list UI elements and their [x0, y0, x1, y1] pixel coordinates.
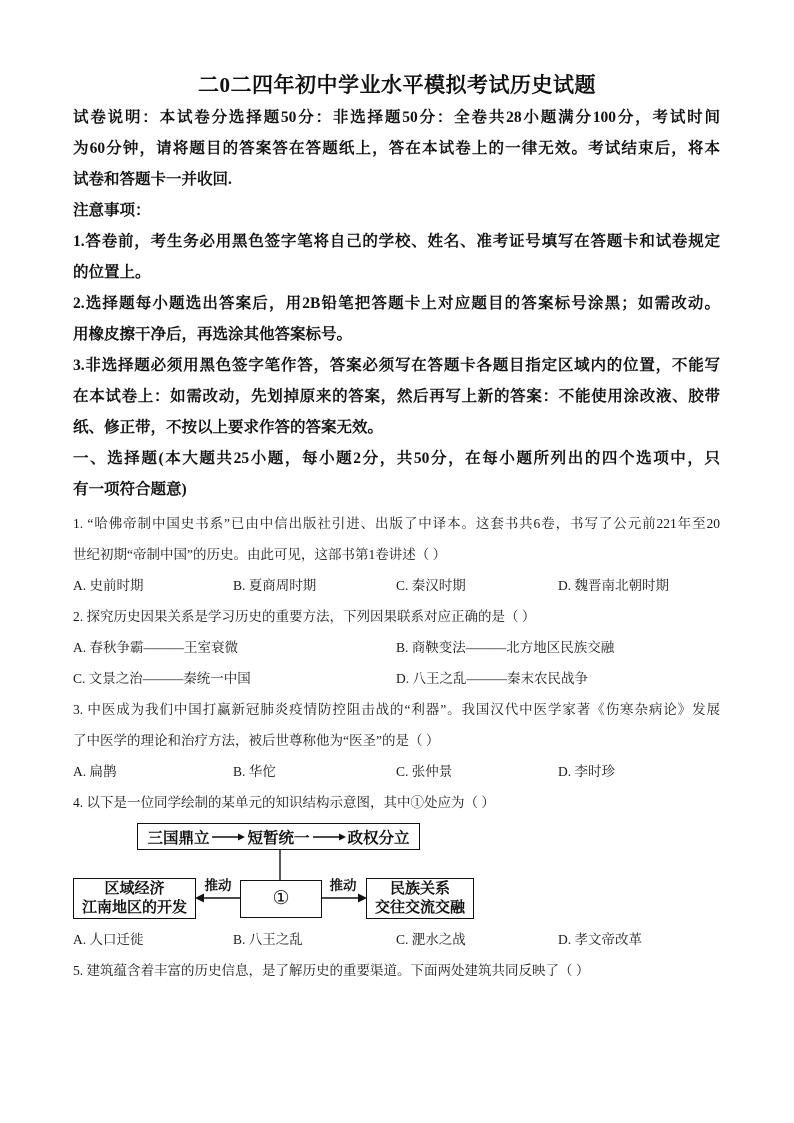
- section-heading-line: 一、选择题(本大题共25小题，每小题2分，共50分，在每小题所列出的四个选项中，只: [73, 450, 720, 467]
- option-a: A. 春秋争霸———王室衰微: [73, 640, 238, 655]
- notice-item-line: 纸、修正带，不按以上要求作答的答案无效。: [73, 419, 384, 436]
- notice-item-line: 在本试卷上：如需改动，先划掉原来的答案，然后再写上新的答案：不能使用涂改液、胶带: [73, 388, 720, 405]
- notice-item-line: 的位置上。: [73, 264, 151, 281]
- option-b: B. 八王之乱: [233, 932, 303, 947]
- top-chain-box: [137, 823, 420, 850]
- question-2-options: [73, 663, 720, 694]
- option-b: B. 夏商周时期: [233, 578, 317, 593]
- knowledge-structure-diagram: [73, 818, 720, 924]
- option-d: D. 孝文帝改革: [558, 932, 642, 947]
- question-4-options: [73, 924, 720, 955]
- option-b: B. 华佗: [233, 764, 276, 779]
- left-arrow-head: [195, 894, 204, 903]
- question-2-stem: 2. 探究历史因果关系是学习历史的重要方法，下列因果联系对应正确的是（ ）: [73, 609, 536, 624]
- option-c: C. 文景之治———秦统一中国: [73, 671, 251, 686]
- exam-title: 二0二四年初中学业水平模拟考试历史试题: [198, 73, 596, 97]
- question-3-stem: 了中医学的理论和治疗方法，被后世尊称他为“医圣”的是（ ）: [73, 733, 440, 748]
- chain-item: 三国鼎立: [147, 829, 210, 847]
- instruction-line: 试卷和答题卡一并收回.: [73, 171, 232, 188]
- box-line: 区域经济: [104, 881, 165, 897]
- section-heading-line: 有一项符合题意): [73, 481, 187, 498]
- notice-item-line: 2.选择题每小题选出答案后，用2B铅笔把答题卡上对应题目的答案标号涂黑；如需改动。: [73, 295, 720, 312]
- question-5-stem: 5. 建筑蕴含着丰富的历史信息，是了解历史的重要渠道。下面两处建筑共同反映了（ ）: [73, 963, 590, 978]
- question-list: [73, 508, 720, 986]
- question-1-stem: 1. “哈佛帝制中国史书系”已由中信出版社引进、出版了中译本。这套书共6卷，书写了公元前221年至20: [73, 516, 720, 531]
- question-4-stem: 4. 以下是一位同学绘制的某单元的知识结构示意图，其中①处应为（ ）: [73, 795, 495, 810]
- option-d: D. 李时珍: [558, 764, 615, 779]
- left-arrow-label: 推动: [204, 878, 232, 893]
- option-a: A. 人口迁徙: [73, 932, 144, 947]
- blank-center-box: ①: [240, 880, 322, 918]
- question-3-stem: 3. 中医成为我们中国打赢新冠肺炎疫情防控阻击战的“利器”。我国汉代中医学家著《伤寒杂病论》发展: [73, 702, 720, 717]
- regional-economy-box: [73, 878, 196, 919]
- option-c: C. 淝水之战: [396, 932, 466, 947]
- question-2-options: [73, 632, 720, 663]
- box-line: 交往交流交融: [374, 900, 465, 916]
- right-arrow-icon: [312, 832, 346, 842]
- instruction-line: 试卷说明：本试卷分选择题50分：非选择题50分：全卷共28小题满分100分，考试时间: [73, 109, 720, 126]
- option-a: A. 扁鹊: [73, 764, 117, 779]
- notice-heading: 注意事项：: [73, 202, 151, 219]
- chain-item: 短暂统一: [247, 829, 310, 847]
- instruction-line: 为60分钟，请将题目的答案答在答题纸上，答在本试卷上的一律无效。考试结束后，将本: [73, 140, 720, 157]
- question-1-stem: 世纪初期“帝制中国”的历史。由此可见，这部书第1卷讲述（ ）: [73, 547, 447, 562]
- chain-item: 政权分立: [347, 829, 410, 847]
- right-arrow-icon: [211, 832, 245, 842]
- box-line: 江南地区的开发: [81, 900, 187, 916]
- option-d: D. 魏晋南北朝时期: [558, 578, 669, 593]
- question-1-options: [73, 570, 720, 601]
- notice-item-line: 1.答卷前，考生务必用黑色签字笔将自己的学校、姓名、准考证号填写在答题卡和试卷规定: [73, 233, 720, 250]
- box-line: 民族关系: [389, 881, 450, 897]
- option-c: C. 秦汉时期: [396, 578, 466, 593]
- ethnic-relations-box: [366, 878, 474, 919]
- option-b: B. 商鞅变法———北方地区民族交融: [396, 640, 615, 655]
- option-d: D. 八王之乱———秦末农民战争: [396, 671, 588, 686]
- notice-item-line: 用橡皮擦干净后，再选涂其他答案标号。: [73, 326, 353, 343]
- exam-instructions: [73, 102, 720, 505]
- right-arrow-label: 推动: [329, 878, 357, 893]
- question-3-options: [73, 756, 720, 787]
- option-c: C. 张仲景: [396, 764, 453, 779]
- option-a: A. 史前时期: [73, 578, 144, 593]
- notice-item-line: 3.非选择题必须用黑色签字笔作答，答案必须写在答题卡各题目指定区域内的位置，不能写: [73, 357, 720, 374]
